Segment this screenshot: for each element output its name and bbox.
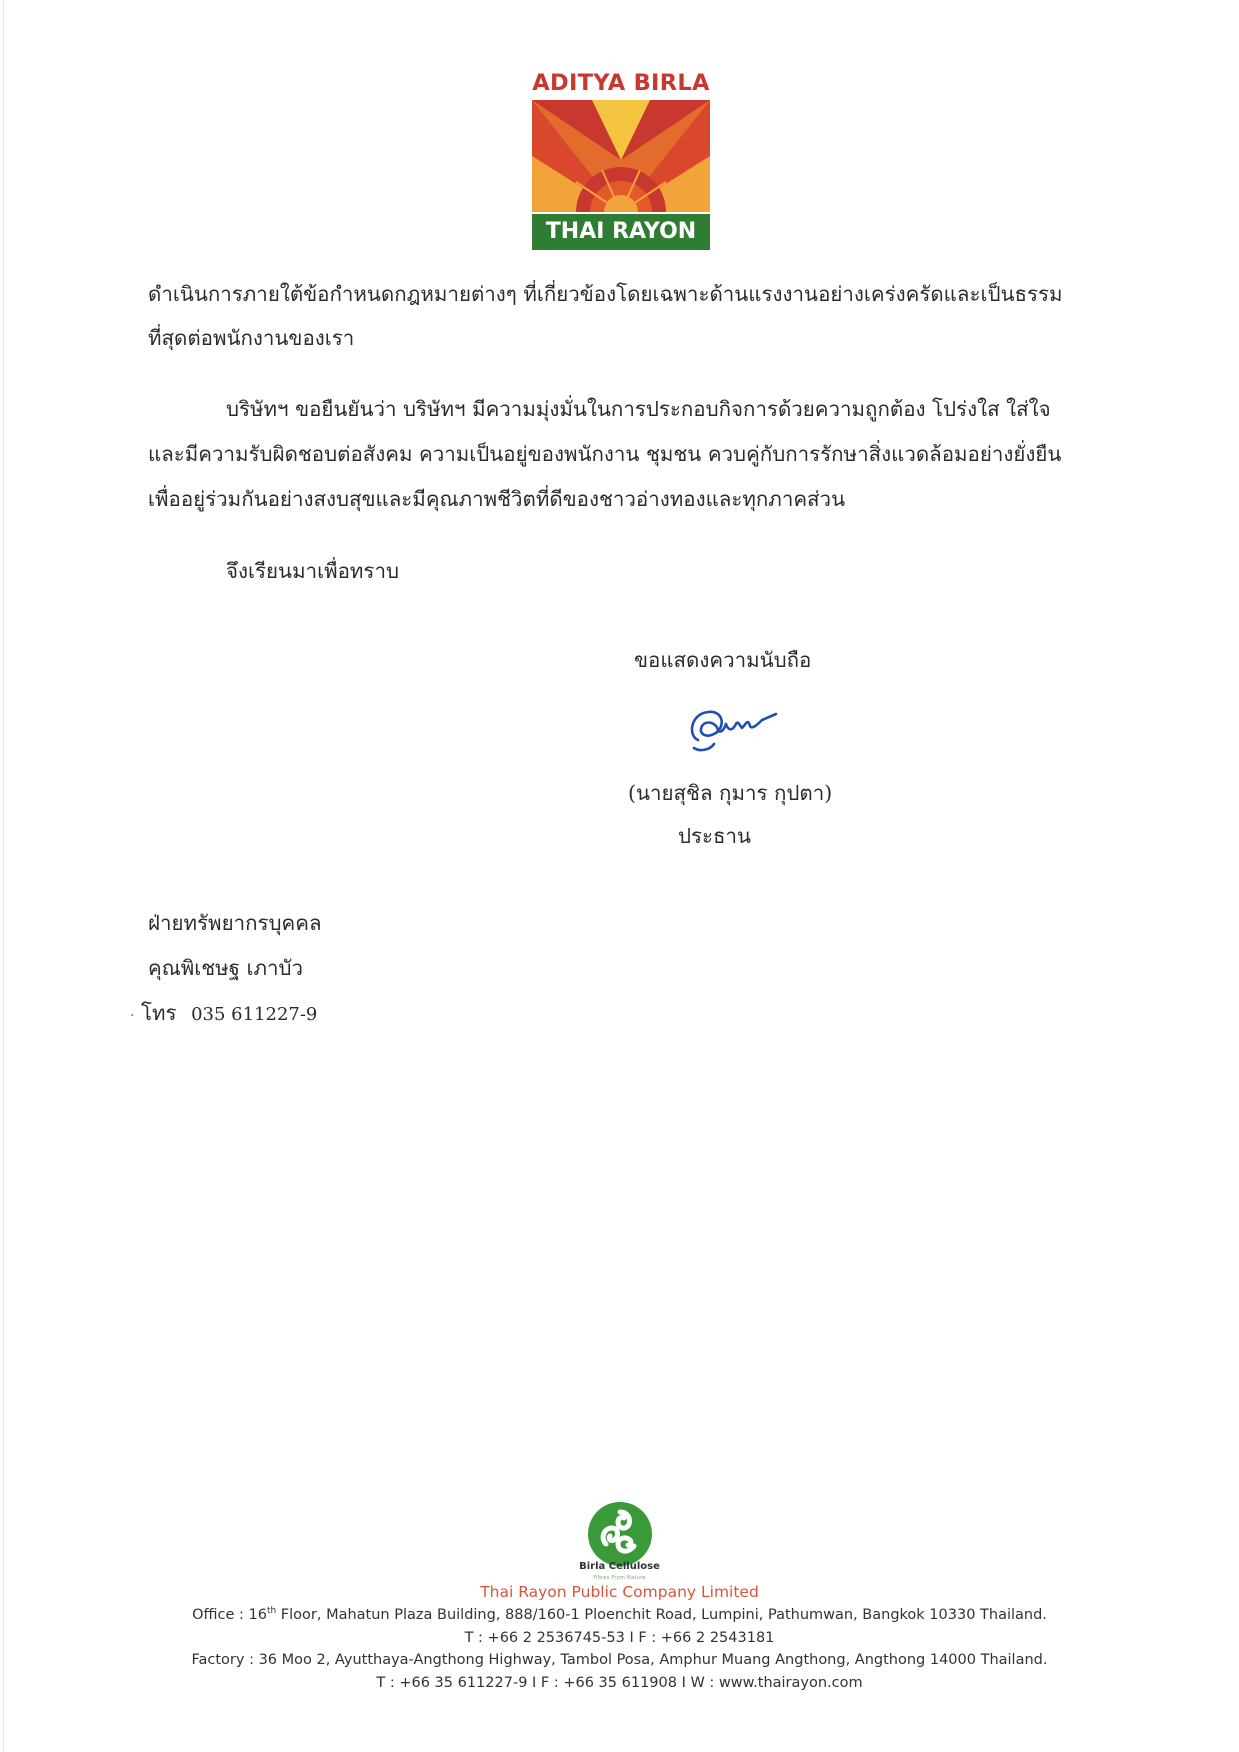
paragraph-2-line-3: เพื่ออยู่ร่วมกันอย่างสงบสุขและมีคุณภาพชีวิตที่ดีของชาวอ่างทองและทุกภาคส่วน xyxy=(148,487,846,511)
footer-factory-address: Factory : 36 Moo 2, Ayutthaya-Angthong Highway, Tambol Posa, Amphur Muang Angthong, Angthong 14000 Thailand. xyxy=(191,1652,1048,1668)
paragraph-2-line-1: บริษัทฯ ขอยืนยันว่า บริษัทฯ มีความมุ่งมั่นในการประกอบกิจการด้วยความถูกต้อง โปร่งใส ใส่ใจ xyxy=(226,397,1051,421)
aditya-birla-logo xyxy=(532,70,710,250)
logo-top-text: ADITYA BIRLA xyxy=(532,70,710,96)
closing-text: จึงเรียนมาเพื่อทราบ xyxy=(226,559,399,583)
rising-sun-logo-icon xyxy=(532,100,710,212)
page-edge xyxy=(3,0,4,1752)
office-sup: th xyxy=(266,1606,277,1617)
contact-phone-row xyxy=(130,998,317,1031)
bullet-dot-icon: · xyxy=(130,1008,135,1024)
office-rest: Floor, Mahatun Plaza Building, 888/160-1 Ploenchit Road, Lumpini, Pathumwan, Bangkok 10330 Thailand. xyxy=(276,1607,1047,1623)
intro-line-1: ดำเนินการภายใต้ข้อกำหนดกฎหมายต่างๆ ที่เกี่ยวข้องโดยเฉพาะด้านแรงงานอย่างเคร่งครัดและเป็นธรรม xyxy=(148,282,1063,306)
footer-brand: Birla Cellulose xyxy=(579,1561,660,1572)
birla-cellulose-logo-icon xyxy=(584,1498,656,1570)
logo-bottom-text: THAI RAYON xyxy=(532,214,710,250)
footer-office-phone: T : +66 2 2536745-53 I F : +66 2 2543181 xyxy=(464,1630,775,1646)
contact-person: คุณพิเชษฐ เภาบัว xyxy=(148,956,304,980)
footer-office-address xyxy=(0,1605,1239,1625)
contact-department: ฝ่ายทรัพยากรบุคคล xyxy=(148,911,322,935)
footer-company: Thai Rayon Public Company Limited xyxy=(480,1583,759,1601)
office-prefix: Office : 16 xyxy=(192,1607,267,1623)
contact-phone-label: โทร xyxy=(140,1001,177,1025)
signatory-title: ประธาน xyxy=(678,824,752,848)
intro-line-2: ที่สุดต่อพนักงานของเรา xyxy=(148,326,355,350)
footer-factory-phone: T : +66 35 611227-9 I F : +66 35 611908 I W : www.thairayon.com xyxy=(376,1675,863,1691)
contact-phone: 035 611227-9 xyxy=(191,1004,318,1025)
footer-tagline: Fibres From Nature xyxy=(593,1575,646,1581)
signatory-name: (นายสุชิล กุมาร กุปตา) xyxy=(628,781,833,805)
signature-icon xyxy=(680,700,780,762)
paragraph-2-line-2: และมีความรับผิดชอบต่อสังคม ความเป็นอยู่ของพนักงาน ชุมชน ควบคู่กับการรักษาสิ่งแวดล้อมอย่างยั่งยืน xyxy=(148,442,1062,466)
regards-text: ขอแสดงความนับถือ xyxy=(634,648,812,672)
